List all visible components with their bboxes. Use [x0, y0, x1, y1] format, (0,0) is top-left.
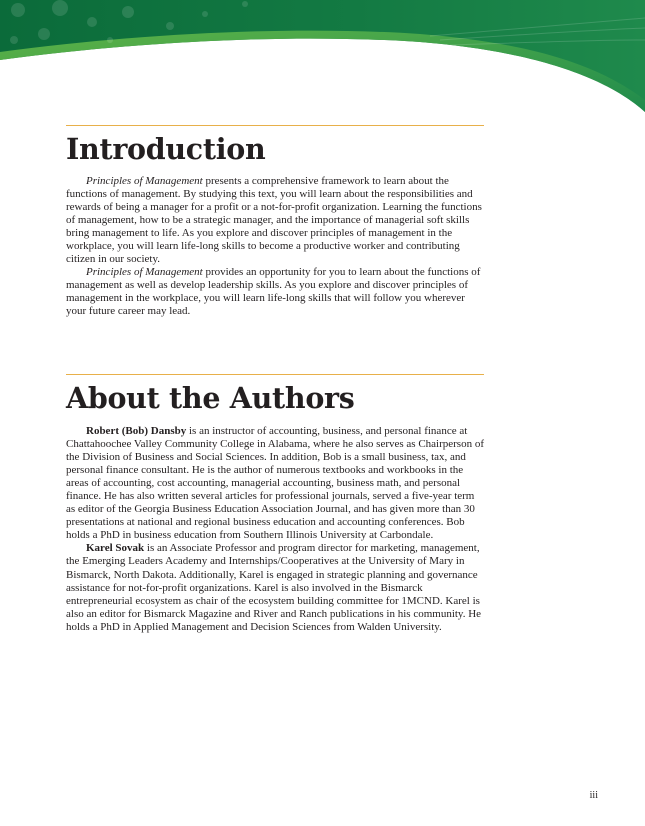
book-title: Principles of Management — [86, 266, 203, 279]
author-name: Robert (Bob) Dansby — [86, 425, 187, 437]
section-rule — [66, 125, 484, 126]
author-bio-dansby: Robert (Bob) Dansby is an instructor of accounting, business, and personal finance at Chattahoochee Valley Community College in Alabama, where he also serves as Chairperson of the Division of Business and Social Sciences. In addition, Bob is a small business, tax, and personal finance consultant. He is the author of numerous textbooks and workbooks in the areas of accounting, cost accounting, managerial accounting, business math, and personal finance. He has also written several articles for professional journals, served a five-year term as editor of the Georgia Business Education Association Journal, and has given more than 30 presentations at national and regional business education and accounting conferences. Bob holds a PhD in business education from Southern Illinois University at Carbondale. — [66, 425, 484, 542]
decorative-banner — [0, 0, 645, 130]
page-number: iii — [589, 790, 598, 801]
about-authors-heading: About the Authors — [66, 381, 355, 415]
intro-paragraph-1: Principles of Management presents a comprehensive framework to learn about the functions of management. By studying this text, you will learn about the responsibilities and rewards of being a manager for a profit or a not-for-profit organization. Learning the functions of management, how to be a strategic manager, and the importance of managerial soft skills bring management to life. As you explore and discover principles of management in the workplace, you will learn life-long skills to become a productive worker and contributing citizen in our society. — [66, 175, 482, 266]
introduction-section — [66, 125, 484, 319]
book-title: Principles of Management — [86, 175, 203, 187]
introduction-heading: Introduction — [66, 132, 266, 166]
author-name: Karel Sovak — [86, 542, 145, 555]
intro-paragraph-2: Principles of Management provides an opportunity for you to learn about the functions of management as well as develop leadership skills. As you explore and discover principles of management in the workplace, you will learn life-long skills that will follow you wherever your future career may lead. — [66, 266, 481, 318]
about-authors-section — [66, 374, 484, 634]
author-bio-sovak: Karel Sovak is an Associate Professor and program director for marketing, management, the Emerging Leaders Academy and Internships/Cooperatives at the University of Mary in Bismarck, North Dakota. Additionally, Karel is engaged in strategic planning and governance assistance for not-for-profit organizations. Karel is also involved in the Bismarck entrepreneurial ecosystem as chair of the ecosystem building committee for 1MCND. Karel is also an editor for Bismarck Magazine and River and Ranch publications in his community. He holds a PhD in Applied Management and Decision Sciences from Walden University. — [66, 542, 482, 633]
section-rule — [66, 374, 484, 375]
